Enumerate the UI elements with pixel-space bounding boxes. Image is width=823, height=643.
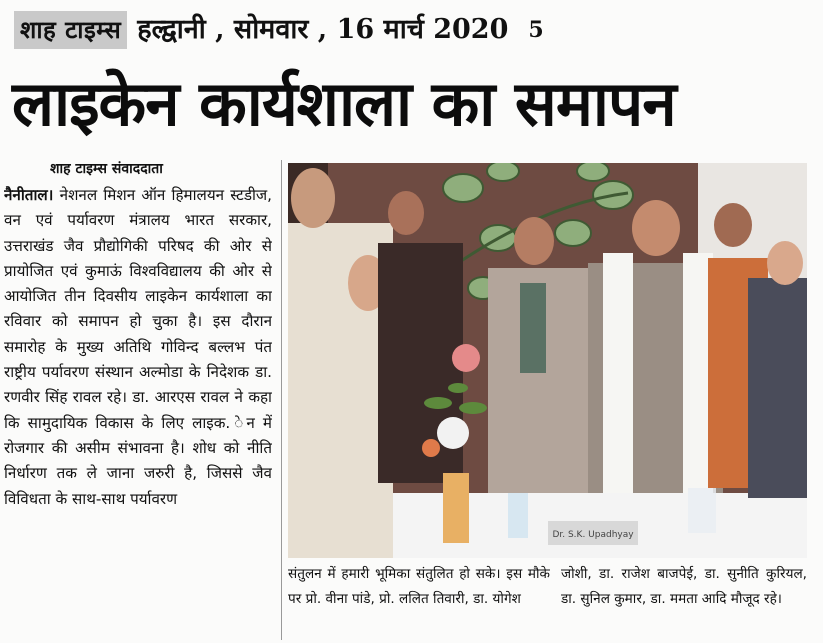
- column-1-text: नेशनल मिशन ऑन हिमालयन स्टडीज, वन एवं पर्यावरण मंत्रालय भारत सरकार, उत्तराखंड जैव प्रौद्योगिकी परिषद की ओर से प्रायोजित एवं कुमाऊं विश्वविद्यालय की ओर से आयोजित तीन दिवसीय लाइकेन कार्यशाला का रविवार को समापन हो चुका है। इस दौरान समारोह के मुख्य अतिथि गोविन्द बल्लभ पंत राष्ट्रीय पर्यावरण संस्थान अल्मोडा के निदेशक डा. रणवीर सिंह रावल रहे। डा. आरएस रावल ने कहा कि सामुदायिक विकास के लिए लाइक. ेन में रोजगार की असीम संभावना है। शोध को नीति निर्धारण तक ले जाना जरुरी है, जिससे जैव विविधता के साथ-साथ पर्यावरण: [4, 186, 272, 508]
- nameplate-text: Dr. S.K. Upadhyay: [552, 530, 634, 540]
- column-divider: [281, 160, 282, 640]
- page-number: 5: [528, 17, 544, 43]
- article-column-2: संतुलन में हमारी भूमिका संतुलित हो सके। इस मौके पर प्रो. वीना पांडे, प्रो. ललित तिवारी, डा. योगेश: [288, 566, 550, 608]
- byline: शाह टाइम्स संवाददाता: [50, 161, 163, 177]
- masthead: [14, 10, 814, 50]
- headline: लाइकेन कार्यशाला का समापन: [12, 67, 676, 140]
- dateline: हल्द्वानी , सोमवार , 16 मार्च 2020: [137, 14, 509, 45]
- article-column-1: [4, 183, 272, 639]
- article-column-3: जोशी, डा. राजेश बाजपेई, डा. सुनीति कुरियल, डा. सुनिल कुमार, डा. ममता आदि मौजूद रहे।: [561, 566, 807, 608]
- paper-name: शाह टाइम्स: [14, 11, 127, 49]
- event-photo: [288, 163, 807, 558]
- dateline-place: नैनीताल।: [4, 186, 54, 204]
